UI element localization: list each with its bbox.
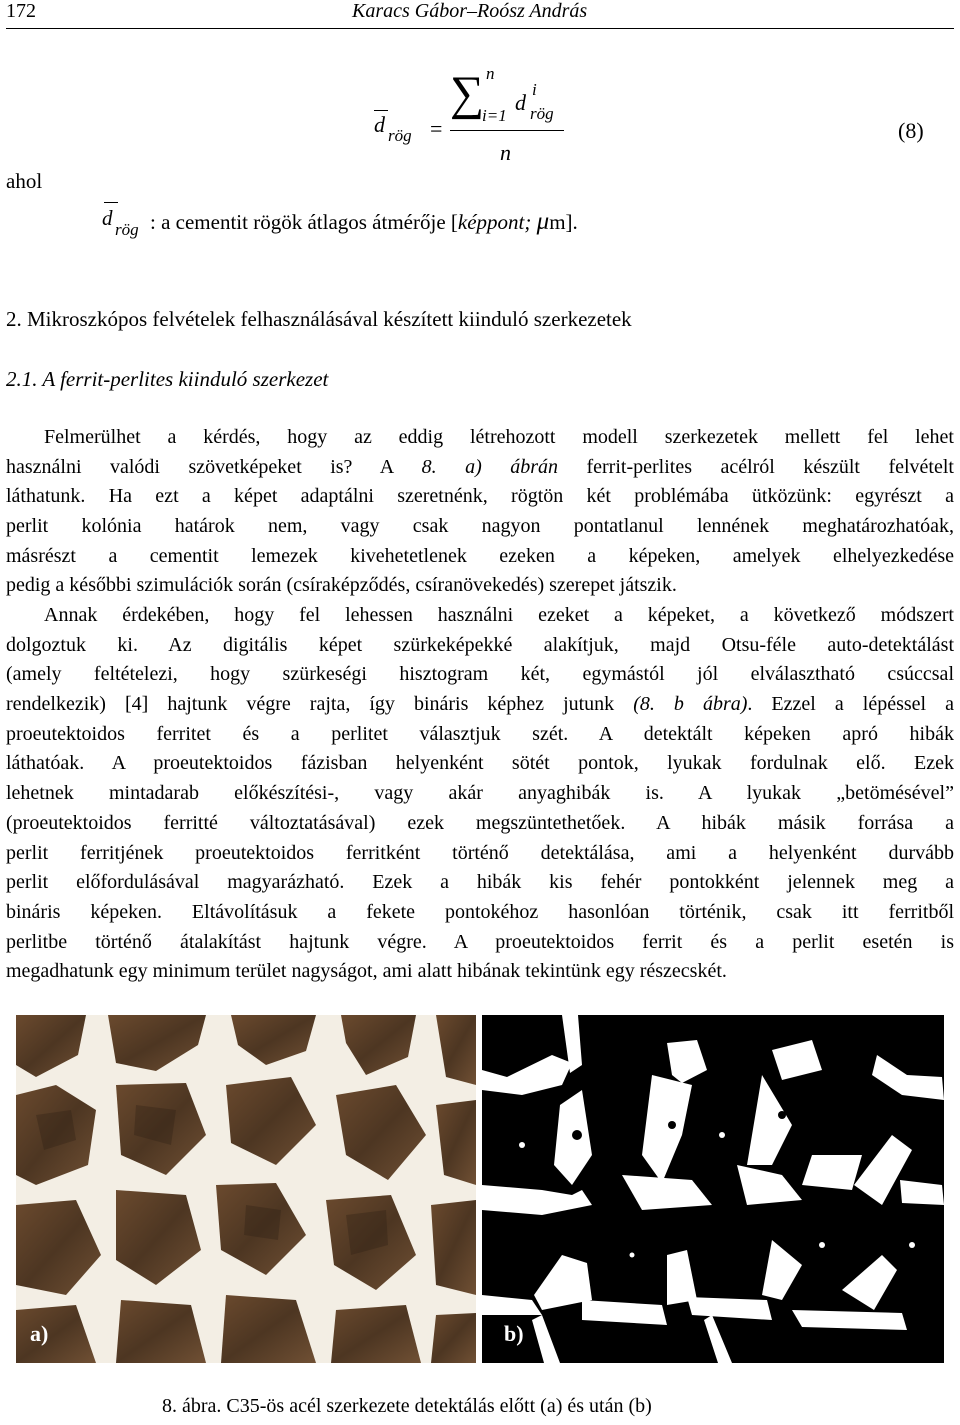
eq-lhs-bar — [374, 110, 388, 112]
micrograph-a — [16, 1015, 476, 1363]
paragraph-1 — [6, 423, 954, 601]
eq-term-superscript: i — [532, 80, 537, 99]
paragraph-2 — [6, 601, 954, 987]
def-mu: μ — [536, 208, 550, 235]
equation-8 — [0, 64, 960, 180]
eq-term-subscript: rög — [530, 104, 554, 123]
p1-line-1: Felmerülhet a kérdés, hogy az eddig létrehozott modell szerkezetek mellett fel lehet — [44, 426, 954, 448]
eq-lhs-subscript: rög — [388, 126, 412, 145]
figure-reference-8b: (8. b ábra) — [633, 693, 748, 716]
p1-line-5: másrészt a cementit lemezek kivehetetlenek ezeken a képeken, amelyek elhelyezkedése — [6, 544, 954, 567]
p2-line-3: (amely feltételezi, hogy szürkeségi hisztogram két, egymástól jól elválasztható csúccsal — [6, 663, 954, 686]
subsection-heading: 2.1. A ferrit-perlites kiinduló szerkezet — [6, 367, 329, 391]
def-text-after: ]. — [565, 210, 578, 234]
page-header — [6, 0, 954, 29]
def-unit-m: m — [549, 210, 566, 234]
p1-line-2b: ferrit-perlites acélról készült felvételt — [558, 455, 954, 478]
p2-line-6: láthatóak. A proeutektoidos fázisban helyenként sötét pontok, lyukak fordulnak elő. Ezek — [6, 752, 954, 775]
figure-label-a: a) — [30, 1321, 49, 1346]
eq-sum-symbol: ∑ — [450, 67, 485, 120]
p2-line-13: megadhatunk egy minimum terület nagyságot, ami alatt hibának tekintünk egy részecskét. — [6, 960, 727, 983]
def-text — [150, 208, 578, 236]
eq-number: (8) — [898, 118, 924, 143]
def-unit-italic: képpont; — [457, 210, 537, 234]
p1-line-2a: használni valódi szövetképeket is? A — [6, 455, 422, 478]
binary-image-b — [482, 1015, 944, 1363]
p1-line-6: pedig a későbbi szimulációk során (csíraképződés, csíranövekedés) szerepet játszik. — [6, 574, 677, 597]
eq-sum-lower: i=1 — [482, 106, 507, 125]
p2-line-1: Annak érdekében, hogy fel lehessen használni ezeket a képeket, a következő módszert — [44, 604, 954, 626]
eq-fraction-bar — [450, 130, 564, 131]
p2-line-12: perlitbe történő átalakítást hajtunk végre. A proeutektoidos ferrit és a perlit esetén is — [6, 930, 954, 953]
eq-term-symbol: d — [515, 90, 526, 115]
eq-sum-upper: n — [486, 64, 495, 83]
p2-line-7: lehetnek mintadarab előkészítési-, vagy akár anyaghibák is. A lyukak „betömésével” — [6, 782, 954, 805]
p2-line-9: perlit ferritjének proeutektoidos ferritként történő detektálása, ami a helyenként durvább — [6, 841, 954, 864]
p1-line-3: láthatunk. Ha ezt a képet adaptálni szeretnénk, rögtön két problémába ütközünk: egyrészt a — [6, 485, 954, 508]
figure-reference-8a: 8. a) ábrán — [421, 455, 559, 478]
p2-line-4b: . Ezzel a lépéssel a — [747, 693, 954, 716]
def-symbol-subscript: rög — [115, 220, 139, 239]
p2-line-4 — [6, 690, 954, 720]
p2-line-2: dolgoztuk ki. Az digitális képet szürkeképekké alakítjuk, majd Otsu-féle auto-detektálást — [6, 633, 954, 656]
eq-denominator: n — [500, 140, 511, 165]
running-title: Karacs Gábor–Roósz András — [352, 0, 588, 22]
p1-line-4: perlit kolónia határok nem, vagy csak nagyon pontatlanul lennének meghatározhatóak, — [6, 515, 954, 538]
figure-label-b: b) — [504, 1321, 524, 1346]
p2-line-10: perlit előfordulásával magyarázható. Ezek a hibák kis fehér pontokként jelennek meg a — [6, 871, 954, 894]
eq-equals: = — [430, 116, 443, 141]
p2-line-4a: rendelkezik) [4] hajtunk végre rajta, így bináris képhez jutunk — [6, 693, 634, 716]
binary-image-b-image — [482, 1015, 944, 1363]
page-number: 172 — [6, 0, 36, 22]
def-symbol-bar — [104, 202, 118, 203]
p2-line-5: proeutektoidos ferritet és a perlitet választjuk szét. A detektált képeken apró hibák — [6, 722, 954, 745]
section-heading: 2. Mikroszkópos felvételek felhasználásával készített kiinduló szerkezetek — [6, 307, 632, 331]
where-word: ahol — [6, 169, 43, 193]
p2-line-11: bináris képeken. Eltávolításuk a fekete pontokéhoz hasonlóan történik, csak itt ferritből — [6, 900, 954, 923]
definition-line — [100, 200, 800, 244]
def-symbol: d — [102, 206, 113, 230]
micrograph-a-image — [16, 1015, 476, 1363]
p2-line-8: (proeutektoidos ferritté változtatásával) ezek megszüntethetőek. A hibák másik forrása a — [6, 811, 954, 834]
eq-lhs-symbol: d — [374, 112, 385, 137]
def-text-before: : a cementit rögök átlagos átmérője [ — [150, 210, 458, 234]
p1-line-2 — [6, 453, 954, 483]
figure-caption: 8. ábra. C35-ös acél szerkezete detektálás előtt (a) és után (b) — [162, 1395, 652, 1417]
